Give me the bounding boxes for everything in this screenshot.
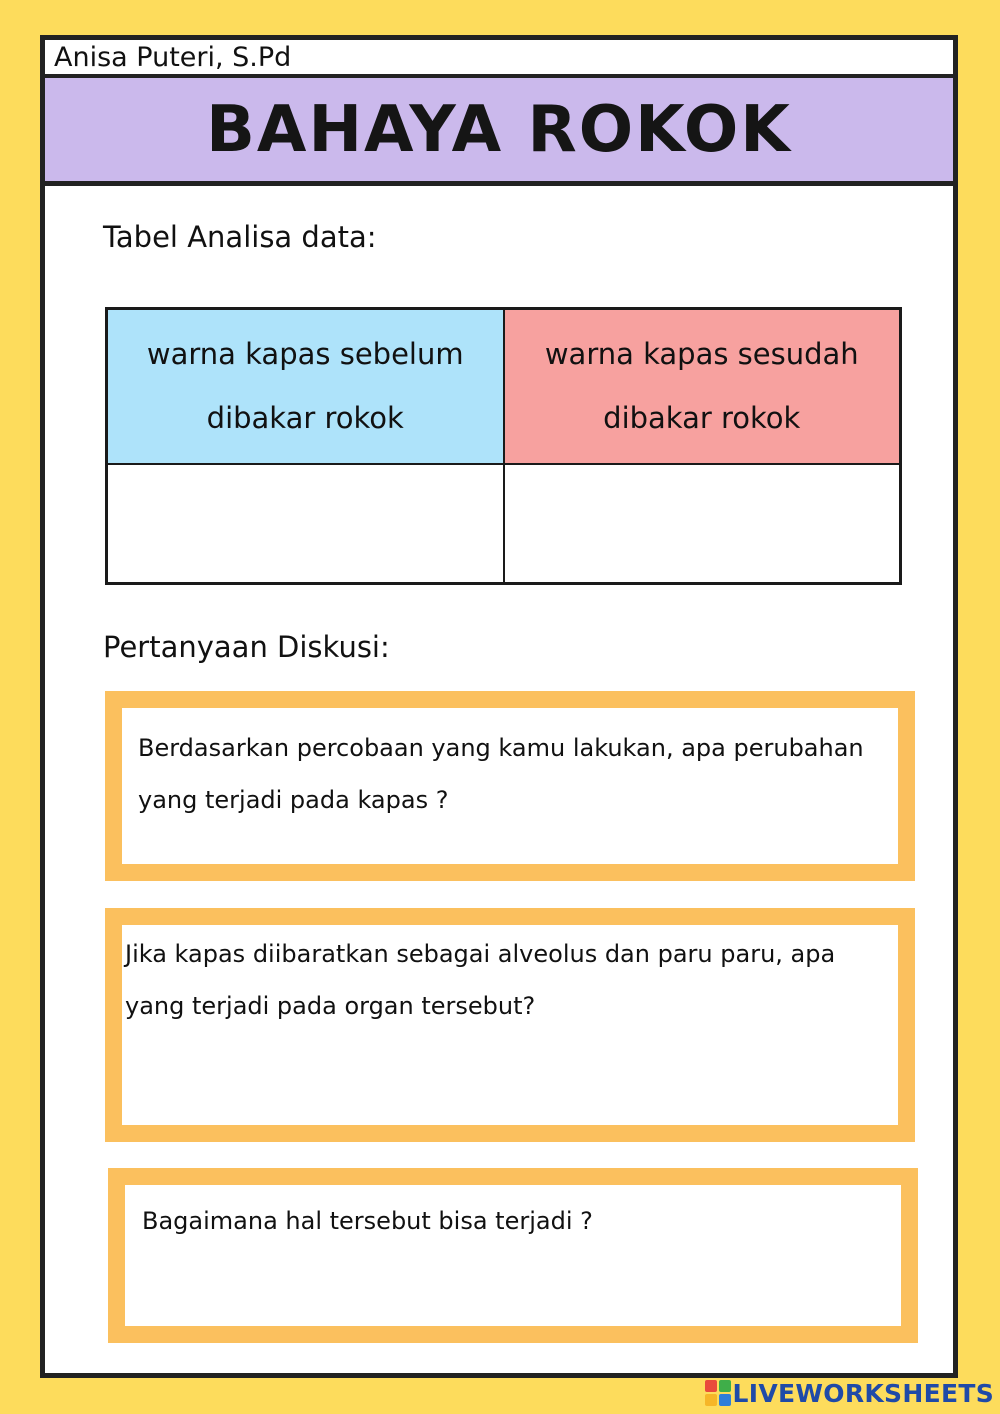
worksheet xyxy=(40,35,958,1378)
question-box-3[interactable] xyxy=(108,1168,918,1343)
discussion-label: Pertanyaan Diskusi: xyxy=(103,630,390,664)
question-box-1[interactable] xyxy=(105,691,915,881)
author-name: Anisa Puteri, S.Pd xyxy=(45,40,953,78)
answer-cell-after[interactable] xyxy=(504,464,901,584)
liveworksheets-logo-icon xyxy=(705,1380,731,1406)
analysis-table-label: Tabel Analisa data: xyxy=(103,220,377,254)
question-text-2: Jika kapas diibaratkan sebagai alveolus dan paru paru, apa yang terjadi pada organ tersebut? xyxy=(125,940,836,1020)
brand-name: LIVEWORKSHEETS xyxy=(732,1378,994,1408)
question-text-1: Berdasarkan percobaan yang kamu lakukan, apa perubahan yang terjadi pada kapas ? xyxy=(138,734,864,814)
answer-cell-before[interactable] xyxy=(107,464,504,584)
question-text-3: Bagaimana hal tersebut bisa terjadi ? xyxy=(142,1207,593,1235)
page-title: BAHAYA ROKOK xyxy=(206,93,792,167)
column-header-before: warna kapas sebelum dibakar rokok xyxy=(107,309,504,464)
analysis-table xyxy=(105,307,902,585)
liveworksheets-brand[interactable] xyxy=(705,1375,994,1411)
column-header-after: warna kapas sesudah dibakar rokok xyxy=(504,309,901,464)
table-row xyxy=(107,464,901,584)
question-box-2[interactable] xyxy=(105,908,915,1142)
title-banner xyxy=(45,78,953,186)
